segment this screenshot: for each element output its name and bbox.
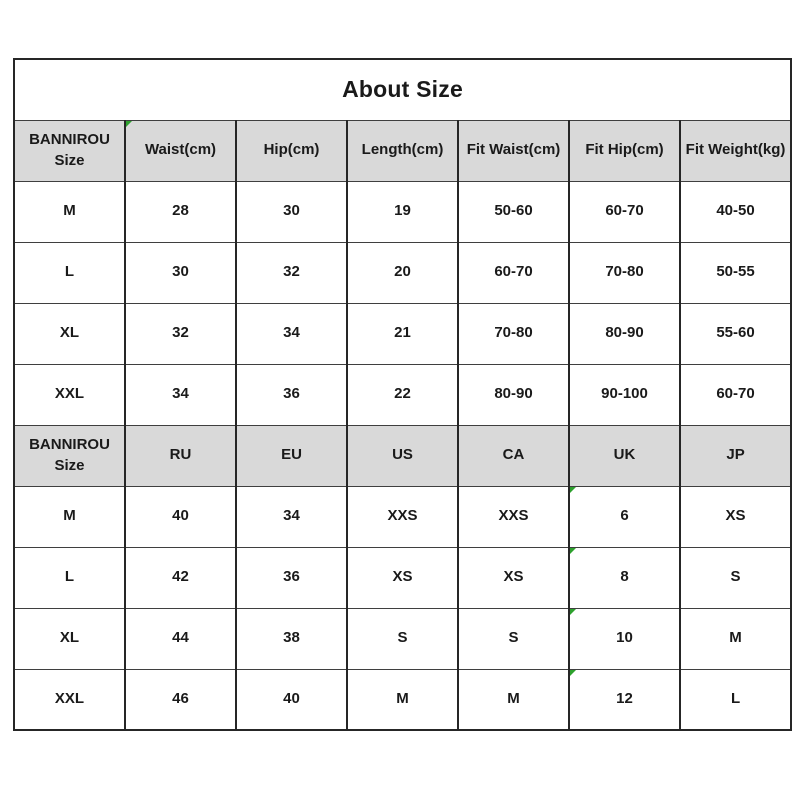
column-header-cell: Fit Waist(cm) [458, 120, 569, 181]
size-label-cell: L [14, 242, 125, 303]
value-cell: 55-60 [680, 303, 791, 364]
value-cell: S [347, 608, 458, 669]
value-cell: 80-90 [569, 303, 680, 364]
value-cell: 40 [236, 669, 347, 730]
number-stored-as-text-marker [570, 670, 576, 676]
column-header-cell: EU [236, 425, 347, 486]
column-header-cell: JP [680, 425, 791, 486]
value-cell: 21 [347, 303, 458, 364]
column-header-cell: Fit Hip(cm) [569, 120, 680, 181]
size-label-cell: XXL [14, 364, 125, 425]
size-label-cell: M [14, 486, 125, 547]
section-header-row [14, 425, 791, 486]
value-cell: 40-50 [680, 181, 791, 242]
size-label-cell: XL [14, 303, 125, 364]
value-cell: 90-100 [569, 364, 680, 425]
value-cell: 36 [236, 547, 347, 608]
size-label-cell: M [14, 181, 125, 242]
size-chart-table [13, 58, 792, 731]
value-cell: 12 [569, 669, 680, 730]
table-row [14, 242, 791, 303]
table-row [14, 303, 791, 364]
value-cell: 70-80 [458, 303, 569, 364]
brand-size-header-cell: BANNIROU Size [14, 425, 125, 486]
table-row [14, 547, 791, 608]
brand-size-header-cell: BANNIROU Size [14, 120, 125, 181]
size-label-cell: XXL [14, 669, 125, 730]
number-stored-as-text-marker [570, 487, 576, 493]
column-header-cell: Hip(cm) [236, 120, 347, 181]
number-stored-as-text-marker [126, 121, 132, 127]
column-header-cell: Waist(cm) [125, 120, 236, 181]
value-cell: 44 [125, 608, 236, 669]
number-stored-as-text-marker [570, 609, 576, 615]
value-cell: M [680, 608, 791, 669]
value-cell: 10 [569, 608, 680, 669]
value-cell: 32 [236, 242, 347, 303]
value-cell: 40 [125, 486, 236, 547]
column-header-cell: Fit Weight(kg) [680, 120, 791, 181]
value-cell: 8 [569, 547, 680, 608]
value-cell: 38 [236, 608, 347, 669]
value-cell: 46 [125, 669, 236, 730]
column-header-cell: RU [125, 425, 236, 486]
column-header-cell: Length(cm) [347, 120, 458, 181]
value-cell: 28 [125, 181, 236, 242]
column-header-cell: UK [569, 425, 680, 486]
column-header-cell: US [347, 425, 458, 486]
value-cell: 36 [236, 364, 347, 425]
value-cell: 60-70 [458, 242, 569, 303]
value-cell: L [680, 669, 791, 730]
value-cell: 80-90 [458, 364, 569, 425]
value-cell: 34 [125, 364, 236, 425]
title-row [14, 59, 791, 120]
value-cell: 70-80 [569, 242, 680, 303]
value-cell: S [680, 547, 791, 608]
section-header-row [14, 120, 791, 181]
table-row [14, 669, 791, 730]
value-cell: M [347, 669, 458, 730]
table-row [14, 364, 791, 425]
value-cell: 32 [125, 303, 236, 364]
value-cell: S [458, 608, 569, 669]
value-cell: 60-70 [569, 181, 680, 242]
value-cell: XS [680, 486, 791, 547]
value-cell: 50-60 [458, 181, 569, 242]
value-cell: XXS [458, 486, 569, 547]
size-label-cell: L [14, 547, 125, 608]
size-label-cell: XL [14, 608, 125, 669]
value-cell: 60-70 [680, 364, 791, 425]
table-row [14, 486, 791, 547]
value-cell: XXS [347, 486, 458, 547]
number-stored-as-text-marker [570, 548, 576, 554]
table-row [14, 181, 791, 242]
value-cell: 50-55 [680, 242, 791, 303]
value-cell: M [458, 669, 569, 730]
value-cell: 6 [569, 486, 680, 547]
value-cell: 42 [125, 547, 236, 608]
column-header-cell: CA [458, 425, 569, 486]
page-title: About Size [14, 59, 791, 120]
value-cell: XS [347, 547, 458, 608]
value-cell: 30 [236, 181, 347, 242]
value-cell: XS [458, 547, 569, 608]
value-cell: 34 [236, 486, 347, 547]
value-cell: 22 [347, 364, 458, 425]
size-table-body [14, 59, 791, 730]
value-cell: 20 [347, 242, 458, 303]
table-row [14, 608, 791, 669]
value-cell: 34 [236, 303, 347, 364]
value-cell: 30 [125, 242, 236, 303]
value-cell: 19 [347, 181, 458, 242]
